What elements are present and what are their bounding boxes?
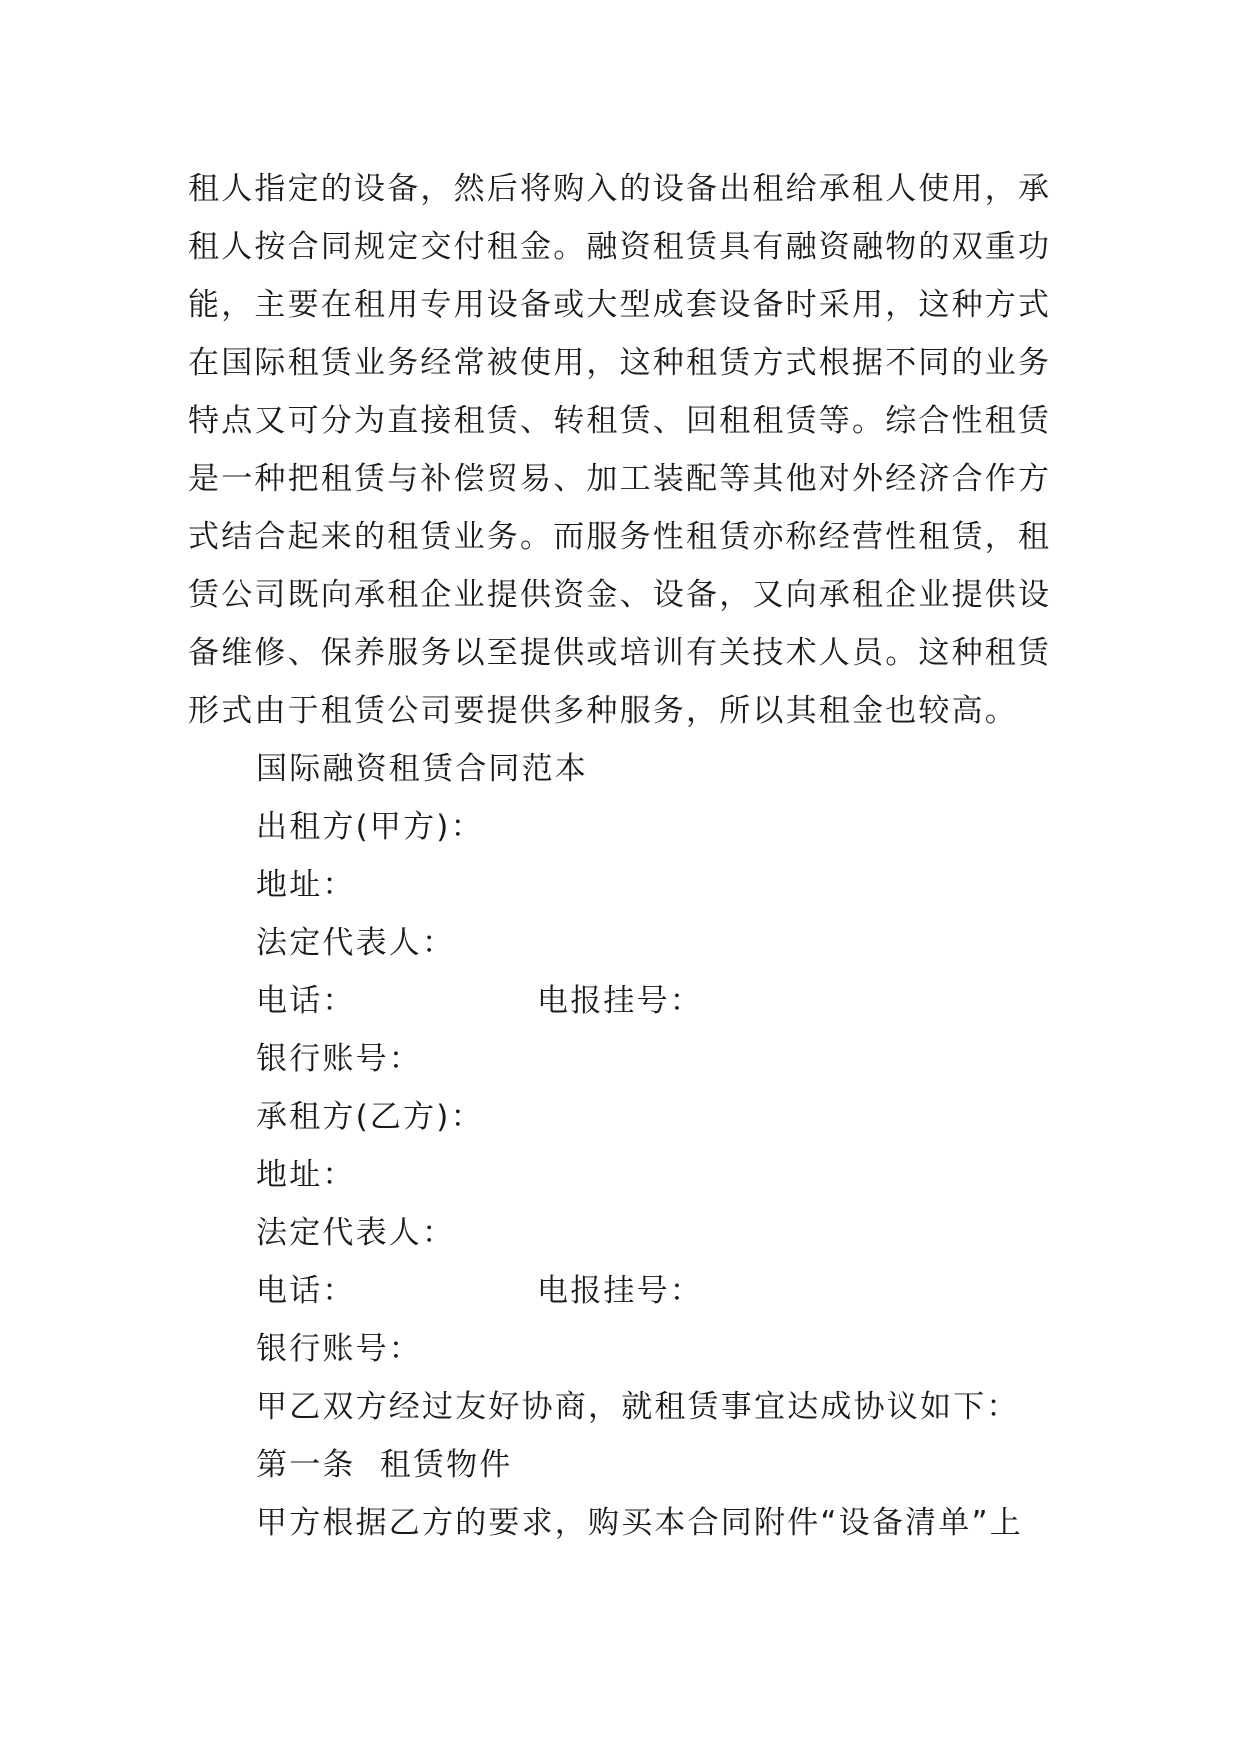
party-b-contact-row — [188, 1262, 1058, 1320]
party-b-phone: 电话： — [256, 1273, 356, 1309]
contract-title: 国际融资租赁合同范本 — [256, 751, 588, 787]
party-a-phone: 电话： — [256, 983, 356, 1019]
paragraph-line: 是一种把租赁与补偿贸易、加工装配等其他对外经济合作方 — [188, 461, 1052, 497]
intro-paragraph — [188, 160, 1058, 740]
party-b-label: 承租方(乙方)： — [256, 1099, 484, 1135]
article-1-text: 甲方根据乙方的要求，购买本合同附件“设备清单”上 — [256, 1505, 1023, 1541]
paragraph-line: 式结合起来的租赁业务。而服务性租赁亦称经营性租赁，租 — [188, 519, 1052, 555]
paragraph-line: 赁公司既向承租企业提供资金、设备，又向承租企业提供设 — [188, 577, 1052, 613]
paragraph-line: 特点又可分为直接租赁、转租赁、回租租赁等。综合性租赁 — [188, 403, 1052, 439]
paragraph-line: 租人按合同规定交付租金。融资租赁具有融资融物的双重功 — [188, 229, 1052, 265]
party-b-section — [188, 1088, 1058, 1378]
party-b-legal-rep: 法定代表人： — [256, 1215, 456, 1251]
party-b-telegraph: 电报挂号： — [537, 1273, 703, 1309]
party-a-section — [188, 798, 1058, 1088]
party-b-address: 地址： — [256, 1157, 356, 1193]
article-1-heading: 第一条 租赁物件 — [256, 1447, 513, 1483]
party-a-address: 地址： — [256, 867, 356, 903]
document-body — [188, 160, 1058, 1552]
paragraph-line: 在国际租赁业务经常被使用，这种租赁方式根据不同的业务 — [188, 345, 1052, 381]
contract-preamble: 甲乙双方经过友好协商，就租赁事宜达成协议如下： — [256, 1389, 1020, 1425]
paragraph-line: 备维修、保养服务以至提供或培训有关技术人员。这种租赁 — [188, 635, 1052, 671]
paragraph-line: 形式由于租赁公司要提供多种服务，所以其租金也较高。 — [188, 693, 1018, 729]
party-a-telegraph: 电报挂号： — [537, 983, 703, 1019]
paragraph-line: 能，主要在租用专用设备或大型成套设备时采用，这种方式 — [188, 287, 1052, 323]
paragraph-line: 租人指定的设备，然后将购入的设备出租给承租人使用，承 — [188, 171, 1052, 207]
party-a-label: 出租方(甲方)： — [256, 809, 484, 845]
party-a-legal-rep: 法定代表人： — [256, 925, 456, 961]
party-a-contact-row — [188, 972, 1058, 1030]
party-b-bank-account: 银行账号： — [256, 1331, 422, 1367]
party-a-bank-account: 银行账号： — [256, 1041, 422, 1077]
